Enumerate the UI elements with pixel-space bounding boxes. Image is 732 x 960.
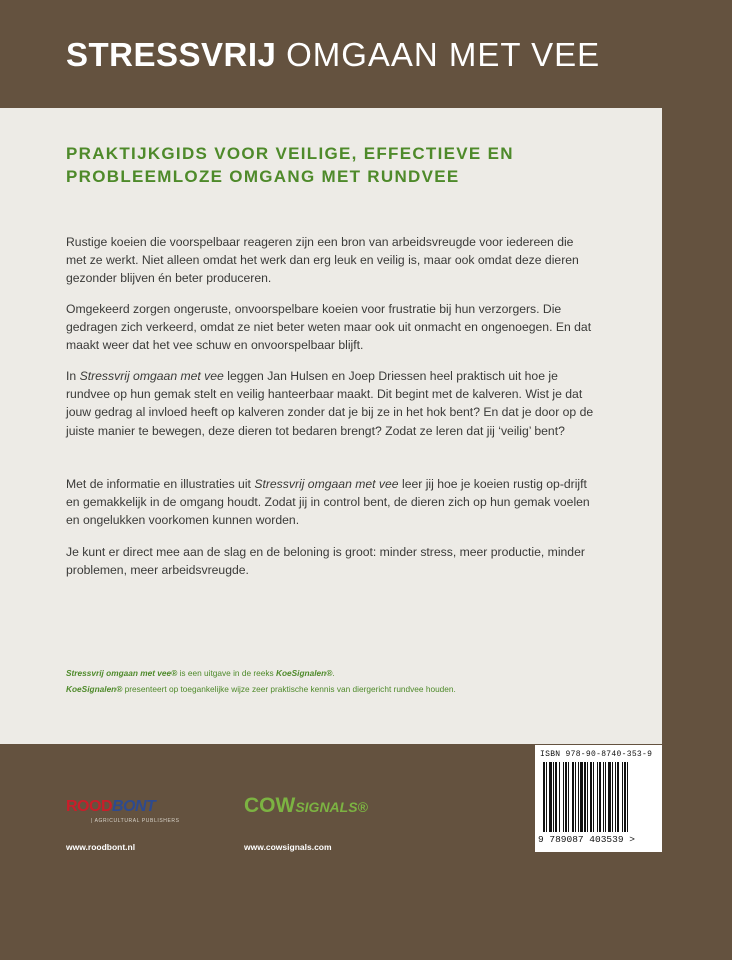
- cowsignals-url[interactable]: www.cowsignals.com: [244, 842, 332, 852]
- subtitle: [66, 142, 626, 188]
- book-title: [66, 36, 600, 74]
- roodbont-tagline: | AGRICULTURAL PUBLISHERS: [91, 818, 180, 824]
- title-bold: STRESSVRIJ: [66, 36, 277, 73]
- isbn-number: ISBN 978-90-8740-353-9: [540, 750, 653, 759]
- subtitle-line-1: PRAKTIJKGIDS VOOR VEILIGE, EFFECTIEVE EN: [66, 144, 514, 163]
- paragraph-2: Omgekeerd zorgen ongeruste, onvoorspelbare koeien voor frustratie bij hun verzorgers. Die gedragen zich verkeerd, omdat ze niet beter weten maar ook uit onmacht en ongenoegen. En dat maakt weer dat het vee schuw en onvoorspelbaar blijft.: [66, 302, 592, 353]
- roodbont-logo: ROODBONT: [66, 798, 156, 815]
- subtitle-line-2: PROBLEEMLOZE OMGANG MET RUNDVEE: [66, 167, 460, 186]
- title-light: OMGAAN MET VEE: [286, 36, 601, 73]
- book-title-inline: Stressvrij omgaan met vee: [79, 369, 224, 383]
- roodbont-url[interactable]: www.roodbont.nl: [66, 842, 136, 852]
- barcode-digits: 9 789087 403539 >: [538, 834, 635, 845]
- footnote-line-1: Stressvrij omgaan met vee® is een uitgave in de reeks KoeSignalen®.: [66, 668, 335, 678]
- paragraph-4: Met de informatie en illustraties uit Stressvrij omgaan met vee leer jij hoe je koeien rustig op-drijft en gemakkelijk in de omgang houdt. Zodat jij in control bent, de dieren zich op hun gemak voelen en ongelukken voorkomen kunnen worden.: [66, 477, 590, 528]
- isbn-barcode: [535, 745, 662, 852]
- barcode-bars: [543, 762, 653, 832]
- paragraph-5: Je kunt er direct mee aan de slag en de beloning is groot: minder stress, meer productie, minder problemen, meer arbeidsvreugde.: [66, 545, 585, 578]
- book-title-inline: Stressvrij omgaan met vee: [254, 477, 399, 491]
- paragraph-1: Rustige koeien die voorspelbaar reageren zijn een bron van arbeidsvreugde voor iedereen die met ze werkt. Niet alleen omdat het werk dan erg leuk en veilig is, maar ook omdat deze dieren gezonder blijven én beter produceren.: [66, 235, 579, 286]
- footnote-line-2: KoeSignalen® presenteert op toegankelijke wijze zeer praktische kennis van diergericht rundvee houden.: [66, 684, 456, 694]
- paragraph-3: In Stressvrij omgaan met vee leggen Jan Hulsen en Joep Driessen heel praktisch uit hoe je rundvee op hun gemak stelt en veilig hanteerbaar maakt. Dit begint met de kalveren. Wist je dat jouw gedrag al invloed heeft op kalveren zonder dat je bij ze in het hok bent? En dat je door op de juiste manier te bewegen, deze dieren tot bedaren brengt? Zodat ze leren dat jij ‘veilig’ bent?: [66, 369, 594, 438]
- cowsignals-logo: COWSIGNALS®: [244, 794, 368, 817]
